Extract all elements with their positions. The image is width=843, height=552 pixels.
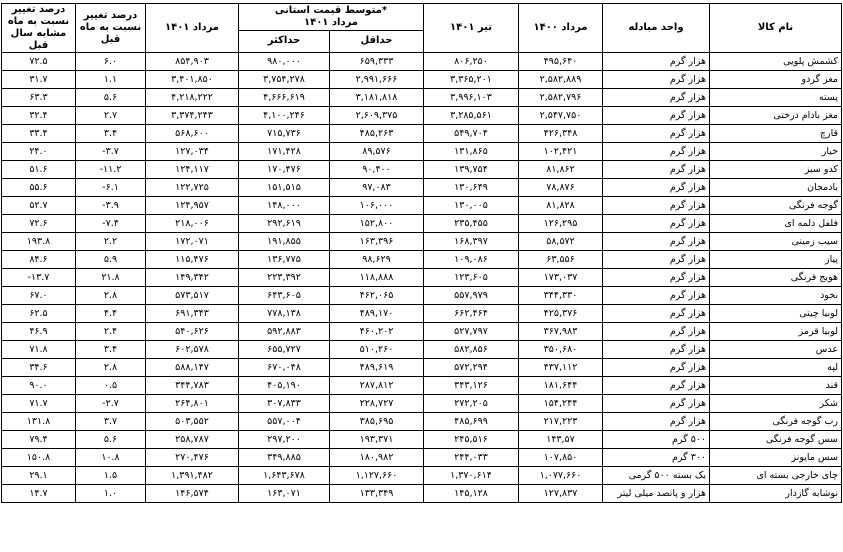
tir-1401-cell: ۱۳۰,۶۴۹ [424, 179, 519, 197]
max-cell: ۴,۶۶۶,۶۱۹ [239, 89, 330, 107]
pct-prev-cell: ۳.۴ [76, 341, 146, 359]
tir-1401-cell: ۵۵۷,۹۷۹ [424, 287, 519, 305]
unit-cell: هزار گرم [603, 323, 710, 341]
name-cell: نوشابه گازدار [710, 485, 842, 503]
table-row [2, 431, 842, 449]
unit-cell: هزار گرم [603, 413, 710, 431]
tir-1401-cell: ۱۳۱,۸۶۵ [424, 143, 519, 161]
unit-cell: هزار و پانصد میلی لیتر [603, 485, 710, 503]
pct-year-cell: ۹۰.۰ [2, 377, 76, 395]
max-cell: ۱۹۱,۸۵۵ [239, 233, 330, 251]
pct-year-cell: -۱۳.۷ [2, 269, 76, 287]
name-cell: سس گوجه فرنگی [710, 431, 842, 449]
max-cell: ۲۹۲,۶۱۹ [239, 215, 330, 233]
mordad-1401-cell: ۱۲۷,۰۳۴ [146, 143, 239, 161]
mordad-1400-cell: ۳۶۷,۹۸۳ [519, 323, 603, 341]
tir-1401-cell: ۳,۹۹۶,۱۰۳ [424, 89, 519, 107]
min-cell: ۴۸۹,۱۷۰ [330, 305, 424, 323]
tir-1401-cell: ۱۲۳,۶۰۵ [424, 269, 519, 287]
min-cell: ۴۸۵,۲۶۳ [330, 125, 424, 143]
unit-cell: هزار گرم [603, 179, 710, 197]
mordad-1401-cell: ۵۸۸,۱۴۷ [146, 359, 239, 377]
table-row [2, 143, 842, 161]
mordad-1401-cell: ۳,۴۰۱,۸۵۰ [146, 71, 239, 89]
pct-prev-cell: ۵.۹ [76, 251, 146, 269]
header-avg-sub: مرداد ۱۴۰۱ [303, 16, 358, 28]
pct-prev-cell: ۲۱.۸ [76, 269, 146, 287]
pct-year-cell: ۵۱.۶ [2, 161, 76, 179]
unit-cell: هزار گرم [603, 89, 710, 107]
mordad-1401-cell: ۶۹۱,۳۴۳ [146, 305, 239, 323]
min-cell: ۹۰,۴۰۰ [330, 161, 424, 179]
mordad-1401-cell: ۲۷۰,۴۷۶ [146, 449, 239, 467]
tir-1401-cell: ۱,۳۷۰,۶۱۴ [424, 467, 519, 485]
pct-prev-cell: ۲.۲ [76, 233, 146, 251]
pct-year-cell: ۳۴.۶ [2, 359, 76, 377]
mordad-1400-cell: ۱۴۳,۵۷ [519, 431, 603, 449]
table-row [2, 269, 842, 287]
min-cell: ۴۶۰,۲۰۲ [330, 323, 424, 341]
mordad-1400-cell: ۶۳,۵۵۶ [519, 251, 603, 269]
mordad-1401-cell: ۱۲۴,۱۱۷ [146, 161, 239, 179]
mordad-1400-cell: ۲,۵۸۲,۷۹۶ [519, 89, 603, 107]
table-row [2, 233, 842, 251]
pct-prev-cell: -۷.۴ [76, 215, 146, 233]
mordad-1401-cell: ۴,۲۱۸,۲۲۲ [146, 89, 239, 107]
name-cell: لوبیا چیتی [710, 305, 842, 323]
min-cell: ۳,۱۸۱,۸۱۸ [330, 89, 424, 107]
mordad-1401-cell: ۵۶۸,۶۰۰ [146, 125, 239, 143]
table-row [2, 251, 842, 269]
unit-cell: هزار گرم [603, 341, 710, 359]
name-cell: رب گوجه فرنگی [710, 413, 842, 431]
min-cell: ۱۳۳,۳۴۹ [330, 485, 424, 503]
mordad-1400-cell: ۴۲۵,۳۷۶ [519, 305, 603, 323]
max-cell: ۱,۶۴۳,۶۷۸ [239, 467, 330, 485]
header-max: حداکثر [239, 30, 330, 52]
header-tir-1401: تیر ۱۴۰۱ [424, 4, 519, 53]
table-row [2, 287, 842, 305]
tir-1401-cell: ۲۴۵,۵۱۶ [424, 431, 519, 449]
name-cell: مغز بادام درختی [710, 107, 842, 125]
mordad-1400-cell: ۴۹۵,۶۴۰ [519, 53, 603, 71]
max-cell: ۳۴۹,۸۸۵ [239, 449, 330, 467]
min-cell: ۱,۱۲۷,۶۶۰ [330, 467, 424, 485]
pct-prev-cell: ۳.۷ [76, 413, 146, 431]
pct-prev-cell: -۶.۱ [76, 179, 146, 197]
mordad-1400-cell: ۱۲۷,۸۳۷ [519, 485, 603, 503]
table-row [2, 359, 842, 377]
name-cell: پسته [710, 89, 842, 107]
pct-prev-cell: ۴.۴ [76, 305, 146, 323]
pct-prev-cell: ۲.۴ [76, 323, 146, 341]
pct-year-cell: ۶۷.۰ [2, 287, 76, 305]
unit-cell: هزار گرم [603, 71, 710, 89]
max-cell: ۱۵۱,۵۱۵ [239, 179, 330, 197]
pct-prev-cell: -۳.۹ [76, 197, 146, 215]
tir-1401-cell: ۱۳۰,۰۰۵ [424, 197, 519, 215]
table-row [2, 413, 842, 431]
header-pct-year: درصد تغییر نسبت به ماه مشابه سال قبل [2, 4, 76, 53]
pct-prev-cell: ۵.۶ [76, 431, 146, 449]
header-avg-group [239, 4, 424, 31]
table-row [2, 395, 842, 413]
mordad-1400-cell: ۱۰۷,۸۵۰ [519, 449, 603, 467]
header-unit: واحد مبادله [603, 4, 710, 53]
name-cell: لوبیا قرمز [710, 323, 842, 341]
max-cell: ۴,۱۰۰,۲۴۶ [239, 107, 330, 125]
mordad-1400-cell: ۲۱۷,۲۲۳ [519, 413, 603, 431]
min-cell: ۲,۶۰۹,۳۷۵ [330, 107, 424, 125]
pct-prev-cell: ۱.۵ [76, 467, 146, 485]
unit-cell: هزار گرم [603, 287, 710, 305]
pct-prev-cell: ۲.۸ [76, 287, 146, 305]
name-cell: پیاز [710, 251, 842, 269]
mordad-1401-cell: ۵۷۳,۵۱۷ [146, 287, 239, 305]
pct-prev-cell: ۱.۰ [76, 485, 146, 503]
tir-1401-cell: ۳,۳۶۵,۲۰۱ [424, 71, 519, 89]
header-min: حداقل [330, 30, 424, 52]
header-pct-prev: درصد تغییر نسبت به ماه قبل [76, 4, 146, 53]
tir-1401-cell: ۶۶۲,۴۶۴ [424, 305, 519, 323]
max-cell: ۳۰۷,۸۳۳ [239, 395, 330, 413]
max-cell: ۱۷۰,۴۷۶ [239, 161, 330, 179]
unit-cell: هزار گرم [603, 143, 710, 161]
tir-1401-cell: ۲۷۲,۲۰۵ [424, 395, 519, 413]
min-cell: ۱۸۰,۹۸۲ [330, 449, 424, 467]
max-cell: ۶۴۳,۶۰۵ [239, 287, 330, 305]
name-cell: مغز گردو [710, 71, 842, 89]
table-row [2, 323, 842, 341]
tir-1401-cell: ۵۸۲,۸۵۶ [424, 341, 519, 359]
min-cell: ۸۹,۵۷۶ [330, 143, 424, 161]
pct-year-cell: ۷۲.۶ [2, 215, 76, 233]
mordad-1400-cell: ۱۸۱,۶۴۴ [519, 377, 603, 395]
table-body [2, 53, 842, 503]
min-cell: ۲۸۷,۸۱۲ [330, 377, 424, 395]
mordad-1400-cell: ۱۵۴,۲۴۴ [519, 395, 603, 413]
mordad-1400-cell: ۸۱,۸۶۲ [519, 161, 603, 179]
header-mordad-1401: مرداد ۱۴۰۱ [146, 4, 239, 53]
unit-cell: هزار گرم [603, 53, 710, 71]
name-cell: خیار [710, 143, 842, 161]
mordad-1401-cell: ۳,۳۷۴,۲۴۳ [146, 107, 239, 125]
pct-year-cell: ۴۶.۹ [2, 323, 76, 341]
pct-year-cell: ۷۲.۵ [2, 53, 76, 71]
table-row [2, 107, 842, 125]
max-cell: ۱۶۳,۰۷۱ [239, 485, 330, 503]
tir-1401-cell: ۵۲۷,۷۹۷ [424, 323, 519, 341]
pct-prev-cell: -۳.۷ [76, 143, 146, 161]
unit-cell: هزار گرم [603, 215, 710, 233]
pct-year-cell: ۶۲.۵ [2, 305, 76, 323]
max-cell: ۷۱۵,۷۳۶ [239, 125, 330, 143]
tir-1401-cell: ۴۸۵,۶۹۹ [424, 413, 519, 431]
mordad-1400-cell: ۲,۵۸۲,۸۸۹ [519, 71, 603, 89]
pct-year-cell: ۷۱.۷ [2, 395, 76, 413]
max-cell: ۴۰۵,۱۹۰ [239, 377, 330, 395]
table-row [2, 215, 842, 233]
table-row [2, 89, 842, 107]
pct-year-cell: ۷۱.۸ [2, 341, 76, 359]
min-cell: ۴۸۹,۶۱۹ [330, 359, 424, 377]
mordad-1400-cell: ۴۲۶,۳۴۸ [519, 125, 603, 143]
table-row [2, 161, 842, 179]
pct-year-cell: ۶۳.۳ [2, 89, 76, 107]
unit-cell: هزار گرم [603, 359, 710, 377]
pct-year-cell: ۱۳۱.۸ [2, 413, 76, 431]
min-cell: ۱۰۶,۰۰۰ [330, 197, 424, 215]
mordad-1400-cell: ۳۴۴,۳۳۰ [519, 287, 603, 305]
tir-1401-cell: ۵۴۹,۷۰۴ [424, 125, 519, 143]
max-cell: ۶۷۰,۰۴۸ [239, 359, 330, 377]
unit-cell: هزار گرم [603, 251, 710, 269]
mordad-1401-cell: ۱۲۴,۹۵۷ [146, 197, 239, 215]
mordad-1401-cell: ۲۱۸,۰۰۶ [146, 215, 239, 233]
unit-cell: هزار گرم [603, 305, 710, 323]
table-row [2, 305, 842, 323]
min-cell: ۹۷,۰۸۳ [330, 179, 424, 197]
table-row [2, 197, 842, 215]
pct-year-cell: ۱۹۳.۸ [2, 233, 76, 251]
min-cell: ۶۵۹,۳۳۳ [330, 53, 424, 71]
name-cell: کدو سبز [710, 161, 842, 179]
name-cell: سس مایونز [710, 449, 842, 467]
mordad-1401-cell: ۳۴۴,۷۸۳ [146, 377, 239, 395]
pct-year-cell: ۳۱.۷ [2, 71, 76, 89]
min-cell: ۴۶۲,۰۶۵ [330, 287, 424, 305]
mordad-1400-cell: ۱,۰۷۷,۶۶۰ [519, 467, 603, 485]
max-cell: ۳,۷۵۴,۲۷۸ [239, 71, 330, 89]
pct-year-cell: ۱۵۰.۸ [2, 449, 76, 467]
mordad-1400-cell: ۱۰۲,۴۲۱ [519, 143, 603, 161]
tir-1401-cell: ۱۰۹,۰۸۶ [424, 251, 519, 269]
pct-prev-cell: ۰.۵ [76, 377, 146, 395]
unit-cell: هزار گرم [603, 233, 710, 251]
min-cell: ۲,۹۹۱,۶۶۶ [330, 71, 424, 89]
pct-year-cell: ۳۲.۴ [2, 107, 76, 125]
mordad-1401-cell: ۲۶۴,۸۰۱ [146, 395, 239, 413]
table-row [2, 377, 842, 395]
max-cell: ۵۵۷,۰۰۴ [239, 413, 330, 431]
pct-prev-cell: ۵.۶ [76, 89, 146, 107]
pct-year-cell: ۷۹.۴ [2, 431, 76, 449]
pct-prev-cell: ۱۰.۸ [76, 449, 146, 467]
max-cell: ۹۸۰,۰۰۰ [239, 53, 330, 71]
name-cell: شکر [710, 395, 842, 413]
unit-cell: هزار گرم [603, 395, 710, 413]
mordad-1401-cell: ۵۰۳,۵۵۲ [146, 413, 239, 431]
max-cell: ۱۳۶,۷۷۵ [239, 251, 330, 269]
pct-prev-cell: ۱.۱ [76, 71, 146, 89]
pct-year-cell: ۸۴.۶ [2, 251, 76, 269]
table-row [2, 71, 842, 89]
mordad-1401-cell: ۱۲۲,۷۲۵ [146, 179, 239, 197]
unit-cell: هزار گرم [603, 269, 710, 287]
mordad-1401-cell: ۲۵۸,۷۸۷ [146, 431, 239, 449]
mordad-1401-cell: ۱۴۹,۳۴۲ [146, 269, 239, 287]
tir-1401-cell: ۱۶۸,۳۹۷ [424, 233, 519, 251]
tir-1401-cell: ۳,۲۸۵,۵۶۱ [424, 107, 519, 125]
name-cell: گوجه فرنگی [710, 197, 842, 215]
min-cell: ۳۸۵,۶۹۵ [330, 413, 424, 431]
pct-prev-cell: ۳.۴ [76, 125, 146, 143]
pct-prev-cell: ۶.۰ [76, 53, 146, 71]
unit-cell: ۳۰۰ گرم [603, 449, 710, 467]
mordad-1400-cell: ۴۳۷,۱۱۲ [519, 359, 603, 377]
max-cell: ۱۴۸,۰۰۰ [239, 197, 330, 215]
name-cell: هویج فرنگی [710, 269, 842, 287]
min-cell: ۱۵۲,۸۰۰ [330, 215, 424, 233]
pct-year-cell: ۲۹.۱ [2, 467, 76, 485]
name-cell: چای خارجی بسته ای [710, 467, 842, 485]
name-cell: کشمش پلویی [710, 53, 842, 71]
tir-1401-cell: ۲۳۵,۴۵۵ [424, 215, 519, 233]
mordad-1400-cell: ۱۷۳,۰۳۷ [519, 269, 603, 287]
max-cell: ۲۲۳,۳۹۲ [239, 269, 330, 287]
header-name: نام کالا [710, 4, 842, 53]
pct-prev-cell: -۲.۷ [76, 395, 146, 413]
unit-cell: هزار گرم [603, 197, 710, 215]
tir-1401-cell: ۸۰۶,۲۵۰ [424, 53, 519, 71]
min-cell: ۹۸,۶۲۹ [330, 251, 424, 269]
unit-cell: هزار گرم [603, 107, 710, 125]
mordad-1401-cell: ۱۷۲,۰۷۱ [146, 233, 239, 251]
max-cell: ۱۷۱,۴۲۸ [239, 143, 330, 161]
table-row [2, 125, 842, 143]
min-cell: ۲۲۸,۷۲۷ [330, 395, 424, 413]
mordad-1401-cell: ۸۵۴,۹۰۳ [146, 53, 239, 71]
name-cell: سیب زمینی [710, 233, 842, 251]
pct-year-cell: ۲۴.۰ [2, 143, 76, 161]
mordad-1401-cell: ۱,۳۹۱,۴۸۲ [146, 467, 239, 485]
mordad-1401-cell: ۱۴۶,۵۷۴ [146, 485, 239, 503]
pct-prev-cell: ۲.۷ [76, 107, 146, 125]
min-cell: ۵۱۰,۲۶۰ [330, 341, 424, 359]
unit-cell: یک بسته ۵۰۰ گرمی [603, 467, 710, 485]
tir-1401-cell: ۱۳۹,۷۵۴ [424, 161, 519, 179]
max-cell: ۶۵۵,۷۲۷ [239, 341, 330, 359]
mordad-1401-cell: ۵۴۰,۶۲۶ [146, 323, 239, 341]
name-cell: قارچ [710, 125, 842, 143]
header-mordad-1400: مرداد ۱۴۰۰ [519, 4, 603, 53]
table-row [2, 449, 842, 467]
unit-cell: ۵۰۰ گرم [603, 431, 710, 449]
mordad-1401-cell: ۱۱۵,۴۷۶ [146, 251, 239, 269]
mordad-1400-cell: ۲,۵۴۷,۷۵۰ [519, 107, 603, 125]
min-cell: ۱۹۳,۳۷۱ [330, 431, 424, 449]
tir-1401-cell: ۵۷۲,۲۹۴ [424, 359, 519, 377]
table-row [2, 467, 842, 485]
pct-year-cell: ۵۲.۷ [2, 197, 76, 215]
pct-year-cell: ۱۴.۷ [2, 485, 76, 503]
tir-1401-cell: ۳۴۳,۱۲۶ [424, 377, 519, 395]
table-row [2, 53, 842, 71]
mordad-1400-cell: ۸۱,۸۲۸ [519, 197, 603, 215]
name-cell: قند [710, 377, 842, 395]
name-cell: فلفل دلمه ای [710, 215, 842, 233]
pct-prev-cell: ۲.۸ [76, 359, 146, 377]
table-row [2, 485, 842, 503]
price-table [1, 3, 842, 503]
tir-1401-cell: ۲۴۴,۰۳۳ [424, 449, 519, 467]
name-cell: لپه [710, 359, 842, 377]
mordad-1401-cell: ۶۰۲,۵۷۸ [146, 341, 239, 359]
max-cell: ۷۷۸,۱۳۸ [239, 305, 330, 323]
pct-year-cell: ۵۵.۶ [2, 179, 76, 197]
tir-1401-cell: ۱۴۵,۱۲۸ [424, 485, 519, 503]
mordad-1400-cell: ۷۸,۸۷۶ [519, 179, 603, 197]
name-cell: بادمجان [710, 179, 842, 197]
max-cell: ۵۹۲,۸۸۳ [239, 323, 330, 341]
mordad-1400-cell: ۳۵۰,۶۸۰ [519, 341, 603, 359]
min-cell: ۱۶۳,۳۹۶ [330, 233, 424, 251]
header-avg-title: متوسط قیمت استانی* [274, 4, 388, 16]
pct-prev-cell: -۱۱.۲ [76, 161, 146, 179]
name-cell: نخود [710, 287, 842, 305]
min-cell: ۱۱۸,۸۸۸ [330, 269, 424, 287]
unit-cell: هزار گرم [603, 125, 710, 143]
unit-cell: هزار گرم [603, 377, 710, 395]
name-cell: عدس [710, 341, 842, 359]
mordad-1400-cell: ۱۲۶,۲۹۵ [519, 215, 603, 233]
unit-cell: هزار گرم [603, 161, 710, 179]
table-header [2, 4, 842, 53]
max-cell: ۲۹۷,۲۰۰ [239, 431, 330, 449]
table-row [2, 179, 842, 197]
pct-year-cell: ۳۳.۴ [2, 125, 76, 143]
table-row [2, 341, 842, 359]
mordad-1400-cell: ۵۸,۵۷۲ [519, 233, 603, 251]
